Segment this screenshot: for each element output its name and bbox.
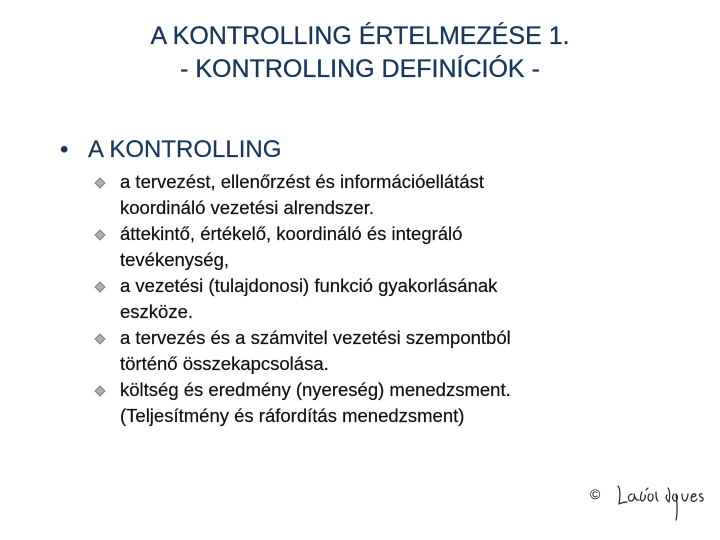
list-item-line-1: áttekintő, értékelő, koordináló és integráló (120, 223, 463, 244)
list-item (96, 377, 696, 429)
list-item-line-2: történő összekapcsolása. (120, 353, 329, 374)
diamond-bullet-icon (94, 229, 105, 240)
list-item-line-2: tevékenység, (120, 249, 230, 270)
signature-icon (612, 468, 708, 522)
list-item-line-1: a tervezést, ellenőrzést és információellátást (120, 171, 485, 192)
list-item-line-1: költség és eredmény (nyereség) menedzsment. (120, 379, 511, 400)
list-item (96, 273, 696, 325)
list-item-line-2: eszköze. (120, 301, 194, 322)
diamond-bullet-icon (94, 281, 105, 292)
list-item-line-1: a tervezés és a számvitel vezetési szempontból (120, 327, 511, 348)
list-item-line-1: a vezetési (tulajdonosi) funkció gyakorlásának (120, 275, 498, 296)
diamond-bullet-icon (94, 177, 105, 188)
diamond-bullet-icon (94, 333, 105, 344)
title-line-1: A KONTROLLING ÉRTELMEZÉSE 1. (150, 22, 570, 50)
list-item-line-2: koordináló vezetési alrendszer. (120, 197, 375, 218)
list-item (96, 221, 696, 273)
main-bullet (60, 135, 281, 165)
list-item (96, 325, 696, 377)
diamond-bullet-icon (94, 385, 105, 396)
copyright-symbol: © (590, 486, 601, 502)
list-item (96, 169, 696, 221)
main-bullet-text: A KONTROLLING (88, 136, 282, 163)
title-line-2: - KONTROLLING DEFINÍCIÓK - (180, 55, 540, 83)
slide-title (0, 20, 720, 86)
list-item-line-2: (Teljesítmény és ráfordítás menedzsment) (120, 405, 465, 426)
bullet-dot-icon: • (60, 136, 69, 163)
definition-list (96, 169, 696, 429)
